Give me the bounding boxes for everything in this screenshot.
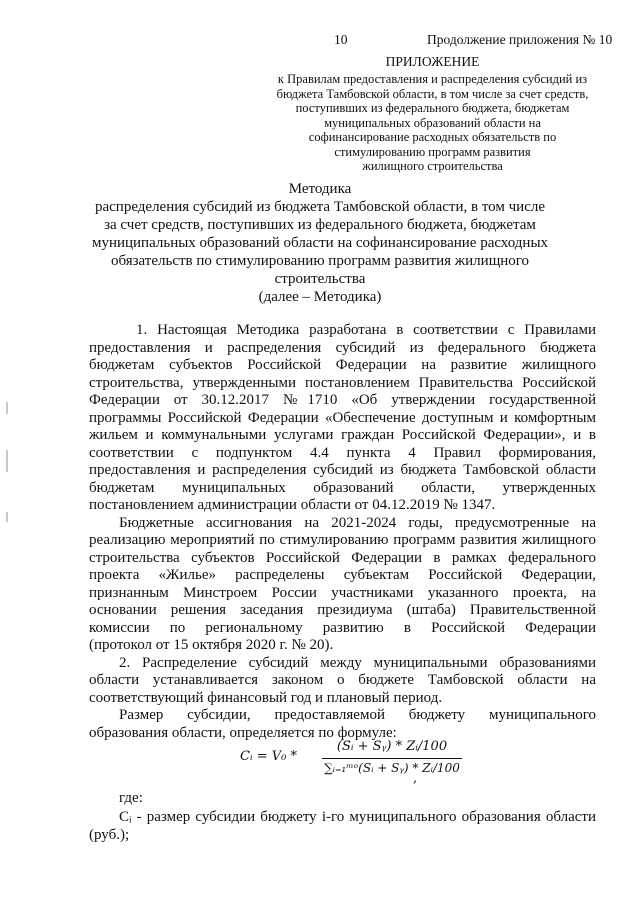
subsidy-formula [240,737,470,786]
paragraph-line: программы Российской Федерации «Обеспечение доступным и комфортным [89,409,596,426]
paragraph-line: строительства субъектов Российской Федерации в рамках федерального [89,549,596,566]
scan-mark [6,450,8,472]
paragraph-line: (протокол от 15 октября 2020 г. № 20). [89,637,334,653]
appendix-line: к Правилам предоставления и распределения субсидий из [277,72,588,86]
formula-numerator: (Sᵢ + Sᵧ) * Zᵢ/100 [336,739,448,754]
paragraph-line: 1. Настоящая Методика разработана в соответствии с Правилами [136,322,596,338]
paragraph-line: Бюджетные ассигнования на 2021-2024 годы, предусмотренные на [119,514,596,531]
paragraph-line: бюджетам муниципальных образований области, утвержденных [89,479,596,496]
paragraph-line: жильем и коммунальными услугами граждан Российской Федерации», и в [89,427,596,443]
appendix-line: жилищного строительства [362,159,503,173]
paragraph-line: соответствующий финансовый год и плановый период. [89,689,443,706]
scan-mark [6,402,8,414]
where-label: где: [119,790,143,806]
paragraph-line: (руб.); [89,826,130,843]
paragraph-line: области устанавливается законом о бюджете Тамбовской области на [89,672,596,688]
appendix-line: софинансирование расходных обязательств по [308,130,557,144]
paragraph-line: 2. Распределение субсидий между муниципальными образованиями [119,654,596,671]
appendix-line: бюджета Тамбовской области, в том числе за счет средств, [276,86,589,101]
paragraph-line: строительства, утвержденными постановлением Правительства Российской [89,374,596,391]
paragraph-line: Cᵢ - размер субсидии бюджету i-го муниципального образования области [119,809,596,825]
method-subtitle-line: распределения субсидий из бюджета Тамбовской области, в том числе [94,199,546,215]
method-subtitle-line: за счет средств, поступивших из федерального бюджета, бюджетам [104,217,536,233]
appendix-line: муниципальных образований области на [324,115,541,130]
paragraph-line: бюджетам субъектов Российской Федерации на развитие жилищного [89,357,596,373]
appendix-title: ПРИЛОЖЕНИЕ [385,54,480,69]
paragraph-line: основании решения заседания президиума (штаба) Правительственной [89,602,596,618]
method-subtitle-line: строительства [274,271,366,287]
page-number: 10 [334,32,348,47]
scan-mark [6,512,8,522]
appendix-line: стимулированию программ развития [334,144,531,159]
paragraph-line: предоставления и распределения субсидий из бюджета Тамбовской области [89,462,596,478]
paragraph-line: предоставления и распределения субсидий из федерального бюджета [89,339,596,356]
paragraph-line: Размер субсидии, предоставляемой бюджету муниципального [119,707,596,723]
continuation-note: Продолжение приложения № 10 [427,32,613,47]
paragraph-line: Федерации от 30.12.2017 №1710 «Об утверждении государственной [89,392,596,408]
paragraph-line: признанным Минстроем России участниками указанного проекта, на [89,584,596,601]
paragraph-line: реализацию мероприятий по стимулированию программ развития жилищного [89,532,596,548]
paragraph-line: соответствии с подпунктом 4.4 пункта 4 Правил формирования, [89,444,596,461]
method-subtitle-line: (далее – Методика) [258,289,382,305]
appendix-line: поступивших из федерального бюджета, бюджетам [295,101,570,115]
paragraph-line: постановлением администрации области от 04.12.2019 № 1347. [89,497,496,513]
formula-denominator: ∑ᵢ₌₁ᵐᵒ(Sᵢ + Sᵧ) * Zᵢ/100 [324,761,460,775]
paragraph-line: образования области, определяется по формуле: [89,724,397,741]
fraction-bar [322,758,462,759]
method-subtitle-line: муниципальных образований области на софинансирование расходных [91,235,549,251]
formula-trailing: , [413,771,418,786]
method-subtitle-line: обязательств по стимулированию программ развития жилищного [110,253,530,269]
formula-lhs: Cᵢ = V₀ * [240,749,297,764]
paragraph-line: проекта «Жилье» распределены субъектам Российской Федерации, [89,567,596,583]
paragraph-line: комиссии по региональному развитию в Российской Федерации [89,619,596,636]
method-title: Методика [288,181,352,197]
